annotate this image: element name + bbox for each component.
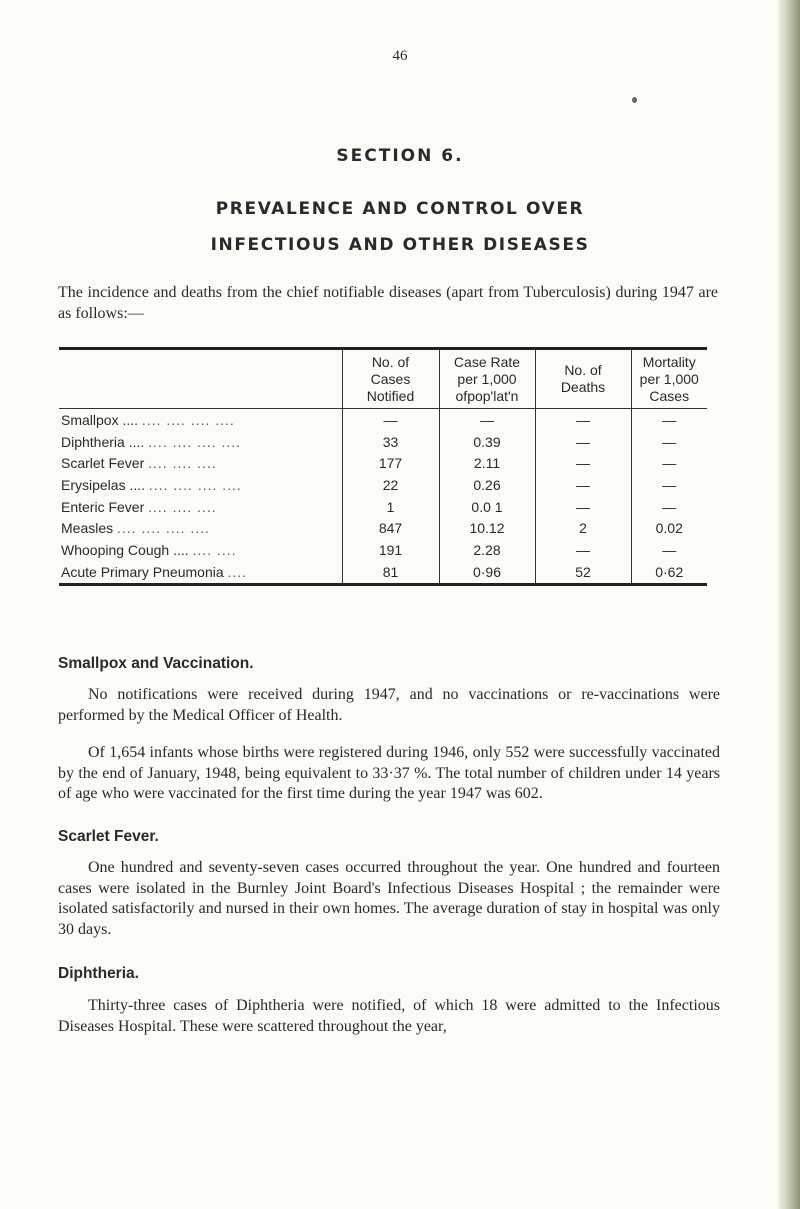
page-edge — [778, 0, 800, 1209]
page-number: 46 — [392, 48, 408, 64]
heading-line-1: PREVALENCE AND CONTROL OVER — [215, 199, 585, 219]
table-row — [59, 539, 707, 561]
disease-name: Measles — [61, 520, 114, 537]
disease-name: Scarlet Fever — [61, 455, 145, 472]
leader-dots: .... .... .... .... — [148, 433, 242, 450]
table-row — [59, 561, 707, 584]
intro-paragraph: The incidence and deaths from the chief notifiable diseases (apart from Tuberculosis) during 1947 are as follows:— — [58, 284, 718, 322]
ink-dot — [632, 97, 637, 103]
rate-cell: 2.11 — [439, 452, 535, 474]
diphtheria-paragraph: Thirty-three cases of Diphtheria were notified, of which 18 were admitted to the Infectious Diseases Hospital. These were scattered throughout the year, — [58, 997, 720, 1035]
disease-cell — [59, 517, 342, 539]
table-header-row — [59, 349, 707, 409]
disease-cell — [59, 431, 342, 453]
disease-cell — [59, 474, 342, 496]
deaths-cell: — — [535, 452, 631, 474]
leader-dots: .... .... .... — [148, 455, 217, 472]
rate-cell: 2.28 — [439, 539, 535, 561]
diphtheria-heading: Diphtheria. — [58, 965, 139, 982]
disease-cell — [59, 561, 342, 584]
deaths-cell: 2 — [535, 517, 631, 539]
disease-name: Erysipelas .... — [61, 476, 146, 493]
leader-dots: .... — [227, 563, 248, 580]
cases-cell: 81 — [342, 561, 439, 584]
cases-cell: 191 — [342, 539, 439, 561]
leader-dots: .... .... — [192, 541, 237, 558]
mortality-cell: — — [631, 474, 707, 496]
disease-name: Smallpox .... — [61, 411, 139, 428]
rate-cell: 0.0 1 — [439, 496, 535, 518]
rate-cell: 10.12 — [439, 517, 535, 539]
mortality-cell: — — [631, 539, 707, 561]
heading-line-2: INFECTIOUS AND OTHER DISEASES — [210, 235, 590, 255]
rate-cell: — — [439, 409, 535, 431]
disease-cell — [59, 496, 342, 518]
rate-cell: 0.39 — [439, 431, 535, 453]
mortality-cell: — — [631, 496, 707, 518]
cases-cell: 847 — [342, 517, 439, 539]
deaths-cell: 52 — [535, 561, 631, 584]
deaths-cell: — — [535, 539, 631, 561]
disease-name: Diphtheria .... — [61, 433, 145, 450]
rate-cell: 0.26 — [439, 474, 535, 496]
deaths-cell: — — [535, 496, 631, 518]
disease-table — [59, 347, 707, 586]
leader-dots: .... .... .... .... — [148, 476, 242, 493]
leader-dots: .... .... .... .... — [141, 411, 235, 428]
disease-name: Acute Primary Pneumonia — [61, 563, 224, 580]
table-row — [59, 452, 707, 474]
header-deaths: No. of Deaths — [535, 349, 631, 409]
leader-dots: .... .... .... .... — [117, 520, 210, 537]
table-row — [59, 409, 707, 431]
rate-cell: 0·96 — [439, 561, 535, 584]
leader-dots: .... .... .... — [148, 498, 217, 515]
scarlet-fever-heading: Scarlet Fever. — [58, 828, 159, 845]
cases-cell: 177 — [342, 452, 439, 474]
section-title: SECTION 6. — [336, 146, 464, 166]
scarlet-fever-paragraph: One hundred and seventy-seven cases occurred throughout the year. One hundred and fourteen cases were isolated in the Burnley Joint Board's Infectious Diseases Hospital ; the remainder were isolated satisfactorily and nursed in their own homes. The average duration of stay in hospital was only 30 days. — [58, 859, 720, 938]
cases-cell: 1 — [342, 496, 439, 518]
mortality-cell: 0.02 — [631, 517, 707, 539]
deaths-cell: — — [535, 474, 631, 496]
header-cases: No. of Cases Notified — [342, 349, 439, 409]
table-row — [59, 517, 707, 539]
cases-cell: 22 — [342, 474, 439, 496]
disease-cell — [59, 539, 342, 561]
deaths-cell: — — [535, 431, 631, 453]
disease-cell — [59, 452, 342, 474]
cases-cell: — — [342, 409, 439, 431]
mortality-cell: — — [631, 452, 707, 474]
cases-cell: 33 — [342, 431, 439, 453]
disease-cell — [59, 409, 342, 431]
mortality-cell: 0·62 — [631, 561, 707, 584]
header-rate: Case Rate per 1,000 ofpop'lat'n — [439, 349, 535, 409]
smallpox-paragraph-2: Of 1,654 infants whose births were registered during 1946, only 552 were successfully vaccinated by the end of January, 1948, being equivalent to 33·37 %. The total number of children under 14 years of age who were vaccinated for the first time during the year 1947 was 602. — [58, 744, 720, 803]
header-disease — [59, 349, 342, 409]
header-mortality: Mortality per 1,000 Cases — [631, 349, 707, 409]
table-row — [59, 474, 707, 496]
deaths-cell: — — [535, 409, 631, 431]
smallpox-paragraph-1: No notifications were received during 1947, and no vaccinations or re-vaccinations were performed by the Medical Officer of Health. — [58, 686, 720, 724]
table-row — [59, 496, 707, 518]
table-row — [59, 431, 707, 453]
smallpox-heading: Smallpox and Vaccination. — [58, 655, 254, 672]
mortality-cell: — — [631, 431, 707, 453]
disease-name: Enteric Fever — [61, 498, 145, 515]
disease-name: Whooping Cough .... — [61, 541, 189, 558]
mortality-cell: — — [631, 409, 707, 431]
